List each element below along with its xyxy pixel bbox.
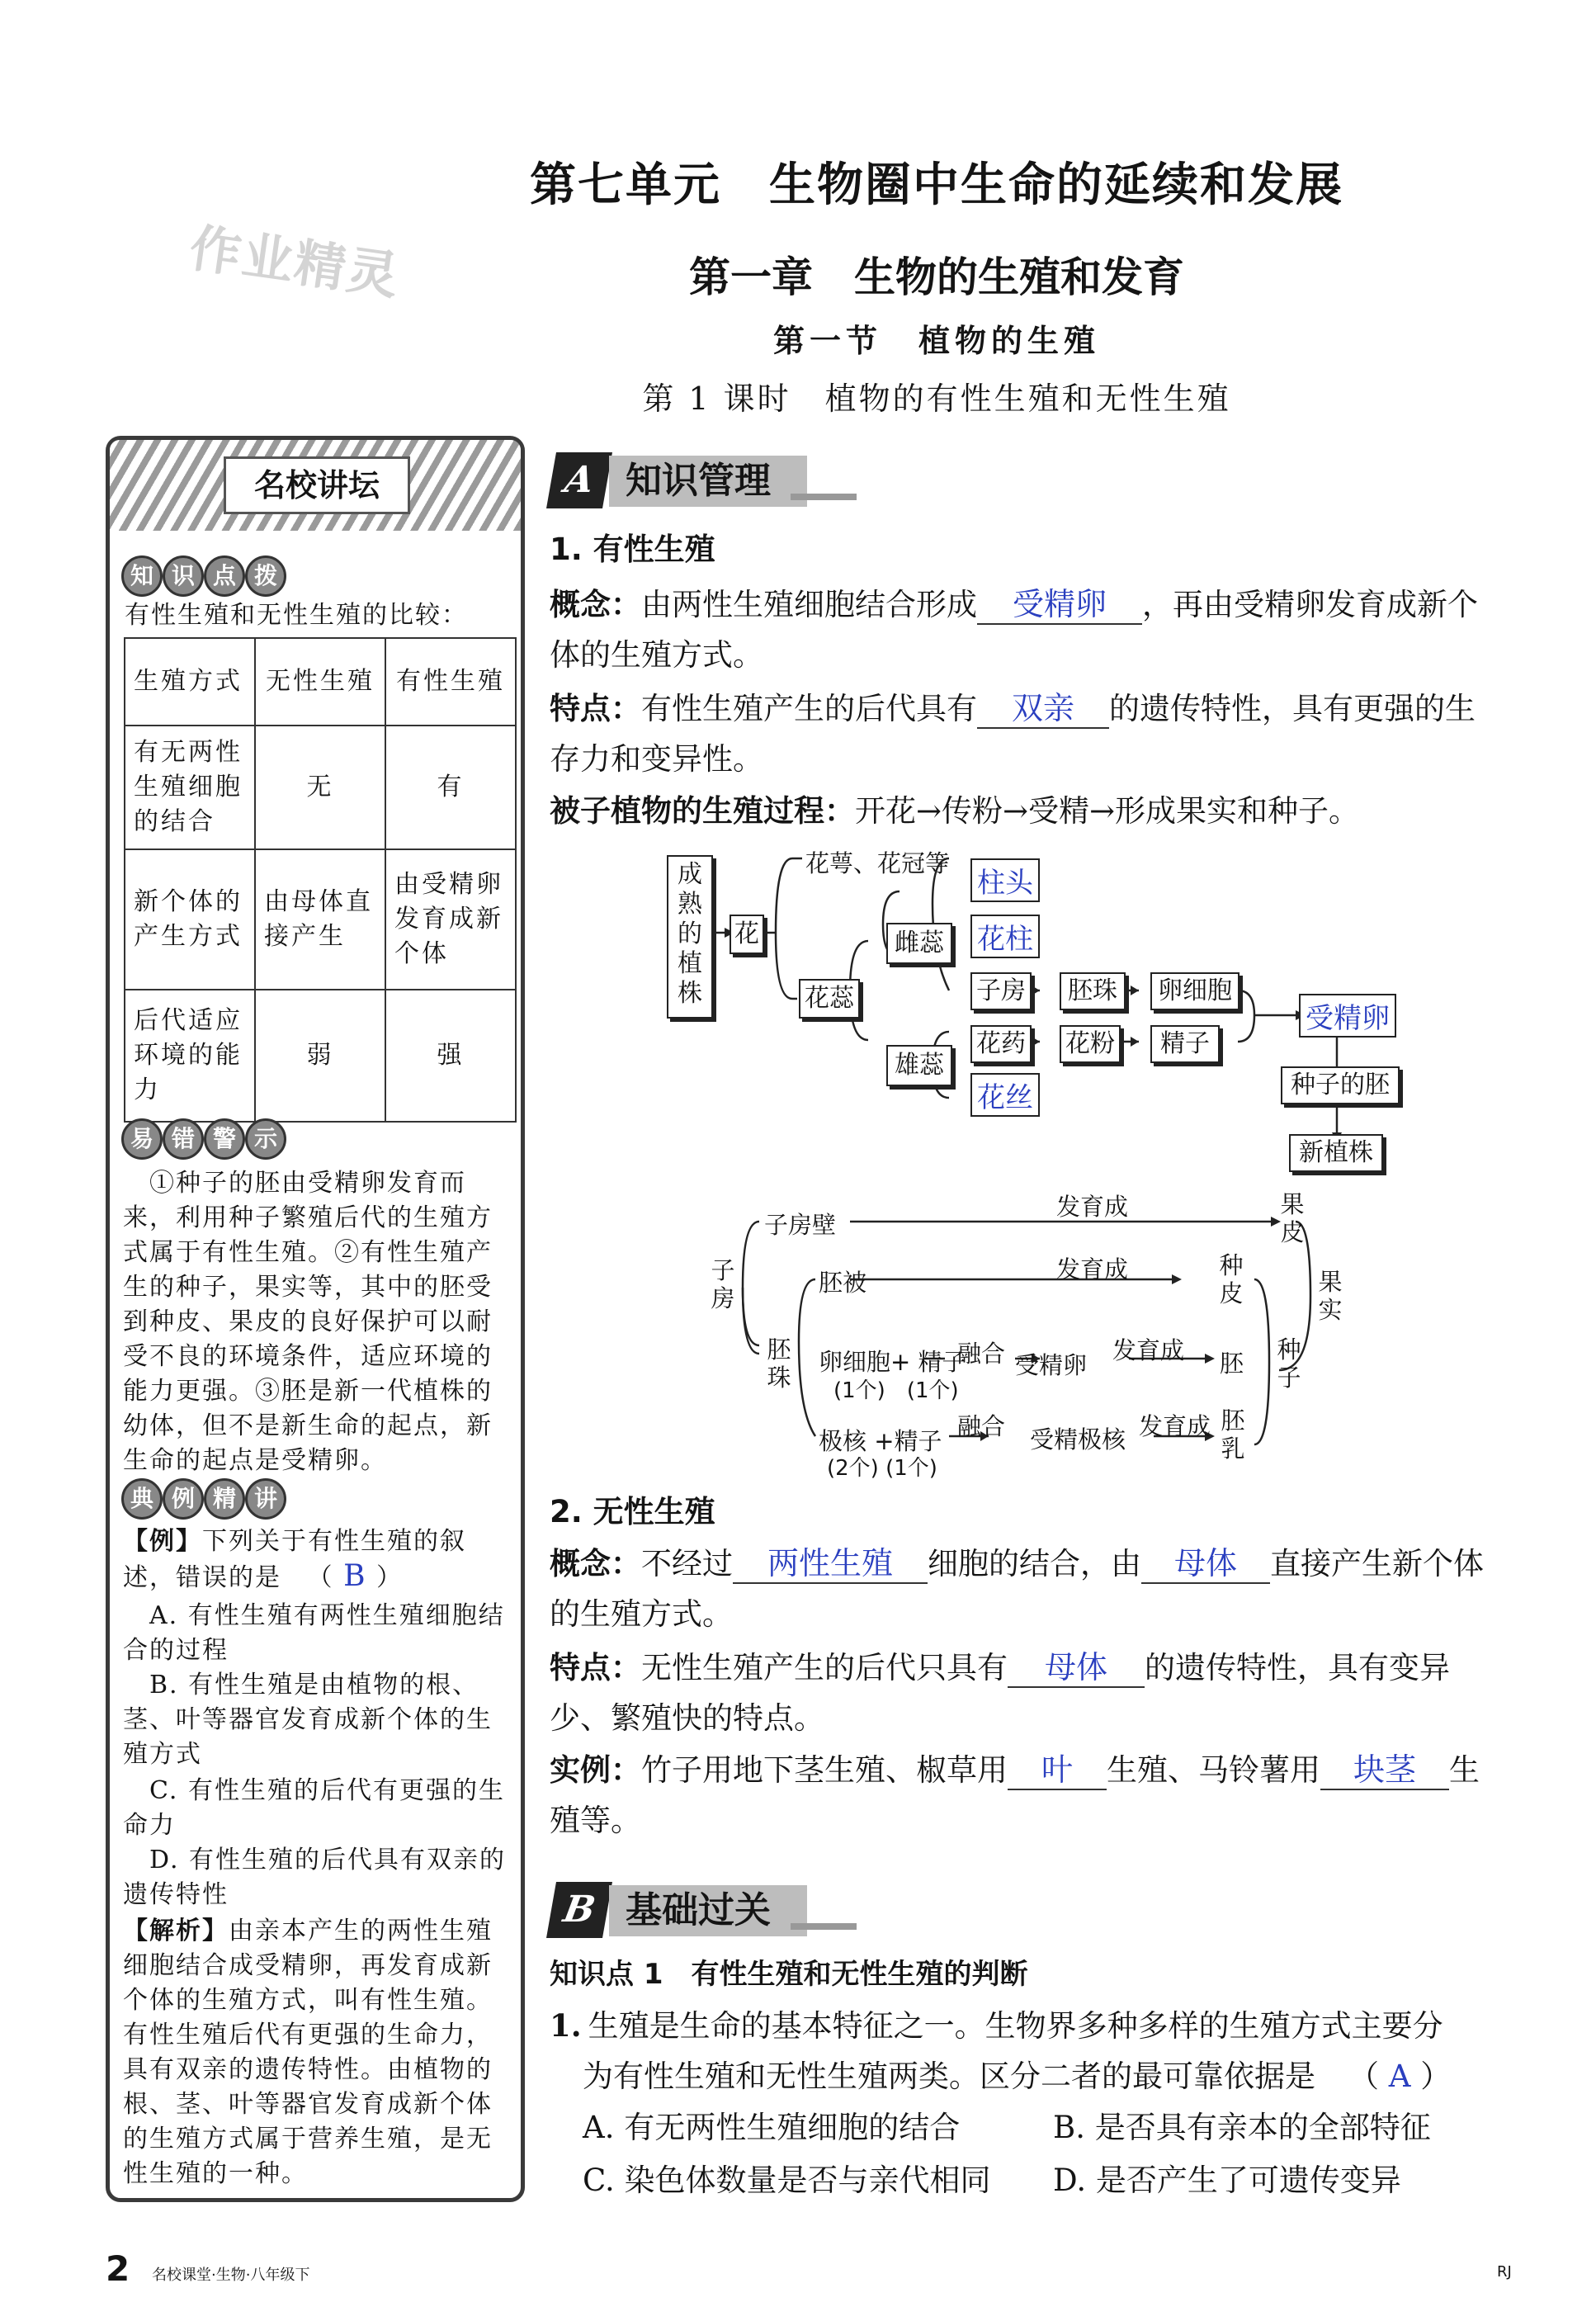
table-row [125,849,516,990]
label-ovule: 胚 珠 [767,1335,791,1392]
box-stamen-pistil: 花蕊 [799,979,860,1019]
asexual-feature-cont: 少、繁殖快的特点。 [550,1700,824,1736]
tag-mistake: 易 错 警 示 [121,1118,286,1160]
asexual-concept: 概念：不经过 两性生殖 细胞的结合，由 母体 直接产生新个体 [550,1537,1484,1591]
label-ovary: 子 房 [711,1256,735,1312]
label-integument: 胚被 [819,1269,867,1297]
asexual-example: 实例：竹子用地下茎生殖、椒草用 叶 生殖、马铃薯用 块茎 生 [550,1743,1480,1797]
sexual-feature-cont: 存力和变异性。 [550,741,763,777]
book-title: 名校课堂·生物·八年级下 [152,2267,310,2284]
page-number: 2 [106,2248,130,2289]
answer-blank: 叶 [1008,1751,1107,1790]
table-header-cell: 有性生殖 [385,638,516,726]
option-a: A. 有无两性生殖细胞的结合 [583,2110,961,2145]
label-endosperm: 胚 乳 [1221,1406,1245,1463]
heading-asexual: 2. 无性生殖 [550,1494,715,1529]
option-b: B. 是否具有亲本的全部特征 [1053,2110,1431,2145]
answer-blank: 两性生殖 [733,1544,928,1584]
label-egg-sperm: 卵细胞+ 精子 [819,1348,966,1376]
example-stem: 【例】下列关于有性生殖的叙述，错误的是 （ B ） [123,1527,466,1593]
table-row [125,990,516,1122]
answer-style: 花柱 [970,915,1040,958]
knowledge-point-title: 知识点 1 有性生殖和无性生殖的判断 [550,1958,1028,1991]
box-ovule: 胚珠 [1060,972,1126,1010]
box-mature-plant: 成 熟 的 植 株 [667,855,713,1019]
table-cell: 由母体直接产生 [255,849,385,990]
sidebar-title: 名校讲坛 [224,456,410,514]
asexual-concept-cont: 的生殖方式。 [550,1596,733,1632]
label-zygote: 受精卵 [1015,1351,1088,1379]
option-d: D. 是否产生了可遗传变异 [1053,2163,1401,2198]
watermark: 作业精灵 [186,217,404,307]
label-counts-2: (2个) (1个) [827,1456,937,1481]
box-new-plant: 新植株 [1289,1134,1383,1172]
compare-intro: 有性生殖和无性生殖的比较： [125,601,468,630]
mistake-text: ①种子的胚由受精卵发育而来，利用种子繁殖后代的生殖方式属于有性生殖。②有性生殖产生的种子，果实等，其中的胚受到种皮、果皮的良好保护可以耐受不良的环境条件，适应环境的能力更强。③胚是新一代植株的幼体，但不是新生命的起点，新生命的起点是受精卵。 [123,1169,493,1475]
label-seed-coat: 种 皮 [1219,1251,1244,1307]
example-option-a: A. 有性生殖有两性生殖细胞结合的过程 [123,1601,505,1665]
sexual-concept-cont: 体的生殖方式。 [550,637,763,673]
question-1: 1. 生殖是生命的基本特征之一。生物界多种多样的生殖方式主要分 [550,2007,1443,2044]
label-seed: 种 子 [1277,1335,1301,1392]
heading-sexual: 1. 有性生殖 [550,532,715,567]
table-cell: 后代适应环境的能力 [125,990,255,1122]
edition-code: RJ [1497,2263,1512,2281]
example-option-d: D. 有性生殖的后代具有双亲的遗传特性 [123,1846,507,1909]
label-develop-1: 发育成 [1056,1193,1129,1221]
answer-zygote: 受精卵 [1299,994,1396,1038]
answer-blank: 母体 [1141,1544,1270,1584]
tag-knowledge: 知 识 点 拨 [121,555,286,597]
table-cell: 弱 [255,990,385,1122]
table-cell: 强 [385,990,516,1122]
box-pistil: 雌蕊 [886,923,952,964]
table-row [125,726,516,849]
table-cell: 有无两性生殖细胞的结合 [125,726,255,849]
label-pericarp: 果 皮 [1280,1190,1305,1246]
label-polar-sperm: 极核 +精子 [819,1427,942,1455]
compare-table [124,637,517,1123]
table-cell: 有 [385,726,516,849]
example-answer: B [343,1559,367,1593]
answer-filament: 花丝 [970,1073,1040,1117]
table-cell: 由受精卵发育成新个体 [385,849,516,990]
box-anther: 花药 [970,1025,1032,1063]
label-develop-4: 发育成 [1139,1412,1211,1440]
answer-blank: 双亲 [977,689,1109,729]
label-ovary-wall: 子房壁 [764,1211,837,1239]
box-pollen: 花粉 [1060,1025,1121,1063]
example-option-c: C. 有性生殖的后代有更强的生命力 [123,1776,505,1840]
unit-title: 第七单元 生物圈中生命的延续和发展 [530,158,1343,212]
option-c: C. 染色体数量是否与亲代相同 [583,2163,991,2198]
box-egg: 卵细胞 [1150,972,1239,1010]
asexual-example-cont: 殖等。 [550,1803,641,1838]
fruit-diagram [710,1189,1370,1481]
box-flower: 花 [730,915,764,954]
example-analysis: 【解析】由亲本产生的两性生殖细胞结合成受精卵，再发育成新个体的生殖方式，叫有性生殖。有性生殖后代有更强的生命力，具有双亲的遗传特性。由植物的根、茎、叶等器官发育成新个体的生殖方式属于营养生殖，是无性生殖的一种。 [123,1917,493,2188]
box-stamen: 雄蕊 [886,1045,952,1086]
chapter-title: 第一章 生物的生殖和发育 [689,253,1184,301]
sexual-concept: 概念：由两性生殖细胞结合形成 受精卵 ，再由受精卵发育成新个 [550,578,1478,631]
answer-stigma: 柱头 [970,858,1040,902]
sidebar-box [106,436,525,2202]
example-option-b: B. 有性生殖是由植物的根、茎、叶等器官发育成新个体的生殖方式 [123,1671,493,1769]
question-1-cont: 为有性生殖和无性生殖两类。区分二者的最可靠依据是 （ A ） [583,2059,1452,2094]
asexual-feature: 特点：无性生殖产生的后代只具有 母体 的遗传特性，具有变异 [550,1641,1450,1695]
tag-example: 典 例 精 讲 [121,1478,286,1520]
box-embryo: 种子的胚 [1281,1066,1400,1104]
lesson-title: 第 1 课时 植物的有性生殖和无性生殖 [642,381,1231,417]
table-header-cell: 生殖方式 [125,638,255,726]
box-ovary: 子房 [970,972,1032,1010]
label-counts-1: (1个) (1个) [833,1378,959,1403]
flower-diagram [644,834,1469,1197]
label-fertilized-polar: 受精极核 [1030,1425,1126,1454]
sexual-feature: 特点：有性生殖产生的后代具有 双亲 的遗传特性，具有更强的生 [550,682,1476,735]
table-cell: 无 [255,726,385,849]
label-fruit: 果 实 [1318,1268,1343,1324]
label-develop-3: 发育成 [1112,1336,1185,1364]
answer-blank: 母体 [1008,1648,1145,1688]
sidebar-header [110,440,521,531]
table-cell: 新个体的产生方式 [125,849,255,990]
table-row [125,638,516,726]
label-sepal-petal: 花萼、花冠等 [805,849,950,877]
section-a-banner: A 知识管理 [551,452,881,510]
table-header-cell: 无性生殖 [255,638,385,726]
section-title: 第一节 植物的生殖 [772,322,1100,359]
label-fuse-2: 融合 [957,1412,1006,1440]
label-develop-2: 发育成 [1056,1255,1129,1283]
section-b-banner: B 基础过关 [551,1882,881,1940]
label-fuse-1: 融合 [957,1340,1006,1368]
box-sperm: 精子 [1150,1025,1220,1063]
answer-blank: 受精卵 [977,585,1142,625]
process-line: 被子植物的生殖过程：开花→传粉→受精→形成果实和种子。 [550,792,1360,829]
answer-blank: 块茎 [1320,1751,1449,1790]
question-1-answer: A [1388,2059,1411,2094]
label-embryo: 胚 [1220,1350,1244,1378]
